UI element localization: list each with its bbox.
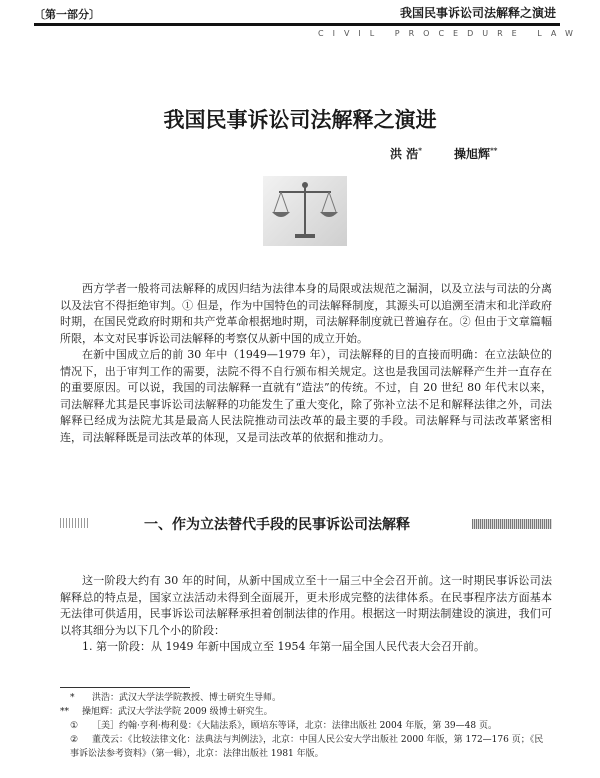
header-journal-title: 我国民事诉讼司法解释之演进 bbox=[399, 6, 556, 20]
footnote-item bbox=[60, 691, 552, 705]
footnote-text: 董茂云：《比较法律文化：法典法与判例法》，北京：中国人民公安大学出版社 2000 年版，第 172—176 页；《民事诉讼法参考资料》（第一辑），北京：法律出版社 1981 年版。 bbox=[70, 735, 544, 759]
intro-paragraph: 西方学者一般将司法解释的成因归结为法律本身的局限或法规范之漏洞，以及立法与司法的分离以及法官不得拒绝审判。① 但是，作为中国特色的司法解释制度，其源头可以追溯至清末和北洋政府时期，在国民党政府时期和共产党革命根据地时期，司法解释制度就已普遍存在。② 但由于文章篇幅所限，本文对民事诉讼司法解释的考察仅从新中国的成立开始。 bbox=[60, 282, 552, 345]
author-name: 操旭辉 bbox=[454, 147, 491, 161]
footnote-mark: ① bbox=[70, 721, 79, 731]
footnotes bbox=[60, 691, 552, 761]
footnote-text: ［美］约翰·亨利·梅利曼：《大陆法系》，顾培东等译，北京：法律出版社 2004 年版，第 39—48 页。 bbox=[92, 721, 497, 731]
article-title: 我国民事诉讼司法解释之演进 bbox=[163, 107, 437, 132]
footnote-text: 操旭辉：武汉大学法学院 2009 级博士研究生。 bbox=[82, 707, 273, 717]
author-line bbox=[390, 145, 497, 162]
author-footnote-mark: ** bbox=[490, 146, 498, 155]
footnote-divider bbox=[60, 687, 190, 688]
author-footnote-mark: * bbox=[418, 146, 422, 155]
author-name: 洪 浩 bbox=[390, 147, 419, 161]
section1-paragraph: 1. 第一阶段：从 1949 年新中国成立至 1954 年第一届全国人民代表大会召开前。 bbox=[82, 640, 485, 653]
header-english-label: CIVIL PROCEDURE LAW bbox=[318, 29, 582, 38]
intro-paragraph: 在新中国成立后的前 30 年中（1949—1979 年），司法解释的目的直接而明确：在立法缺位的情况下，出于审判工作的需要，法院不得不自行颁布相关规定。这也是我国司法解释产生并一直存在的重要原因。可以说，我国的司法解释一直就有“造法”的传统。不过，自 20 世纪 80 年代末以来，司法解释尤其是民事诉讼司法解释的功能发生了重大变化，除了弥补立法不足和解释法律之外，司法解释已经成为法院尤其是最高人民法院推动司法改革的最主要的手段。司法解释与司法改革紧密相连，司法解释既是司法改革的体现，又是司法改革的依据和推动力。 bbox=[60, 348, 552, 444]
footnote-mark: * bbox=[70, 693, 75, 703]
footnote-mark: ** bbox=[60, 707, 69, 717]
footnote-item bbox=[60, 733, 552, 761]
section-heading-text: 一、作为立法替代手段的民事诉讼司法解释 bbox=[144, 517, 410, 533]
footnote-text: 洪浩：武汉大学法学院教授、博士研究生导师。 bbox=[92, 693, 282, 703]
footnote-item bbox=[60, 719, 552, 733]
scales-graphic bbox=[263, 176, 347, 246]
heading-ornament-left bbox=[60, 518, 88, 528]
intro-section bbox=[60, 281, 552, 446]
scales-of-justice-icon bbox=[263, 176, 347, 246]
header-part-label: 〔第一部分〕 bbox=[34, 8, 100, 21]
heading-ornament-right bbox=[472, 519, 552, 529]
footnote-item bbox=[60, 705, 552, 719]
section1-body bbox=[60, 573, 552, 656]
footnote-mark: ② bbox=[70, 735, 79, 745]
section1-paragraph: 这一阶段大约有 30 年的时间，从新中国成立至十一届三中全会召开前。这一时期民事诉讼司法解释总的特点是，国家立法活动未得到全面展开，更未形成完整的法律体系。在民事程序法方面基本无法律可供适用，民事诉讼司法解释承担着创制法律的作用。根据这一时期法制建设的演进，我们可以将其细分为以下几个小的阶段： bbox=[60, 574, 552, 637]
header-rule bbox=[34, 23, 560, 26]
section-heading bbox=[0, 512, 600, 536]
